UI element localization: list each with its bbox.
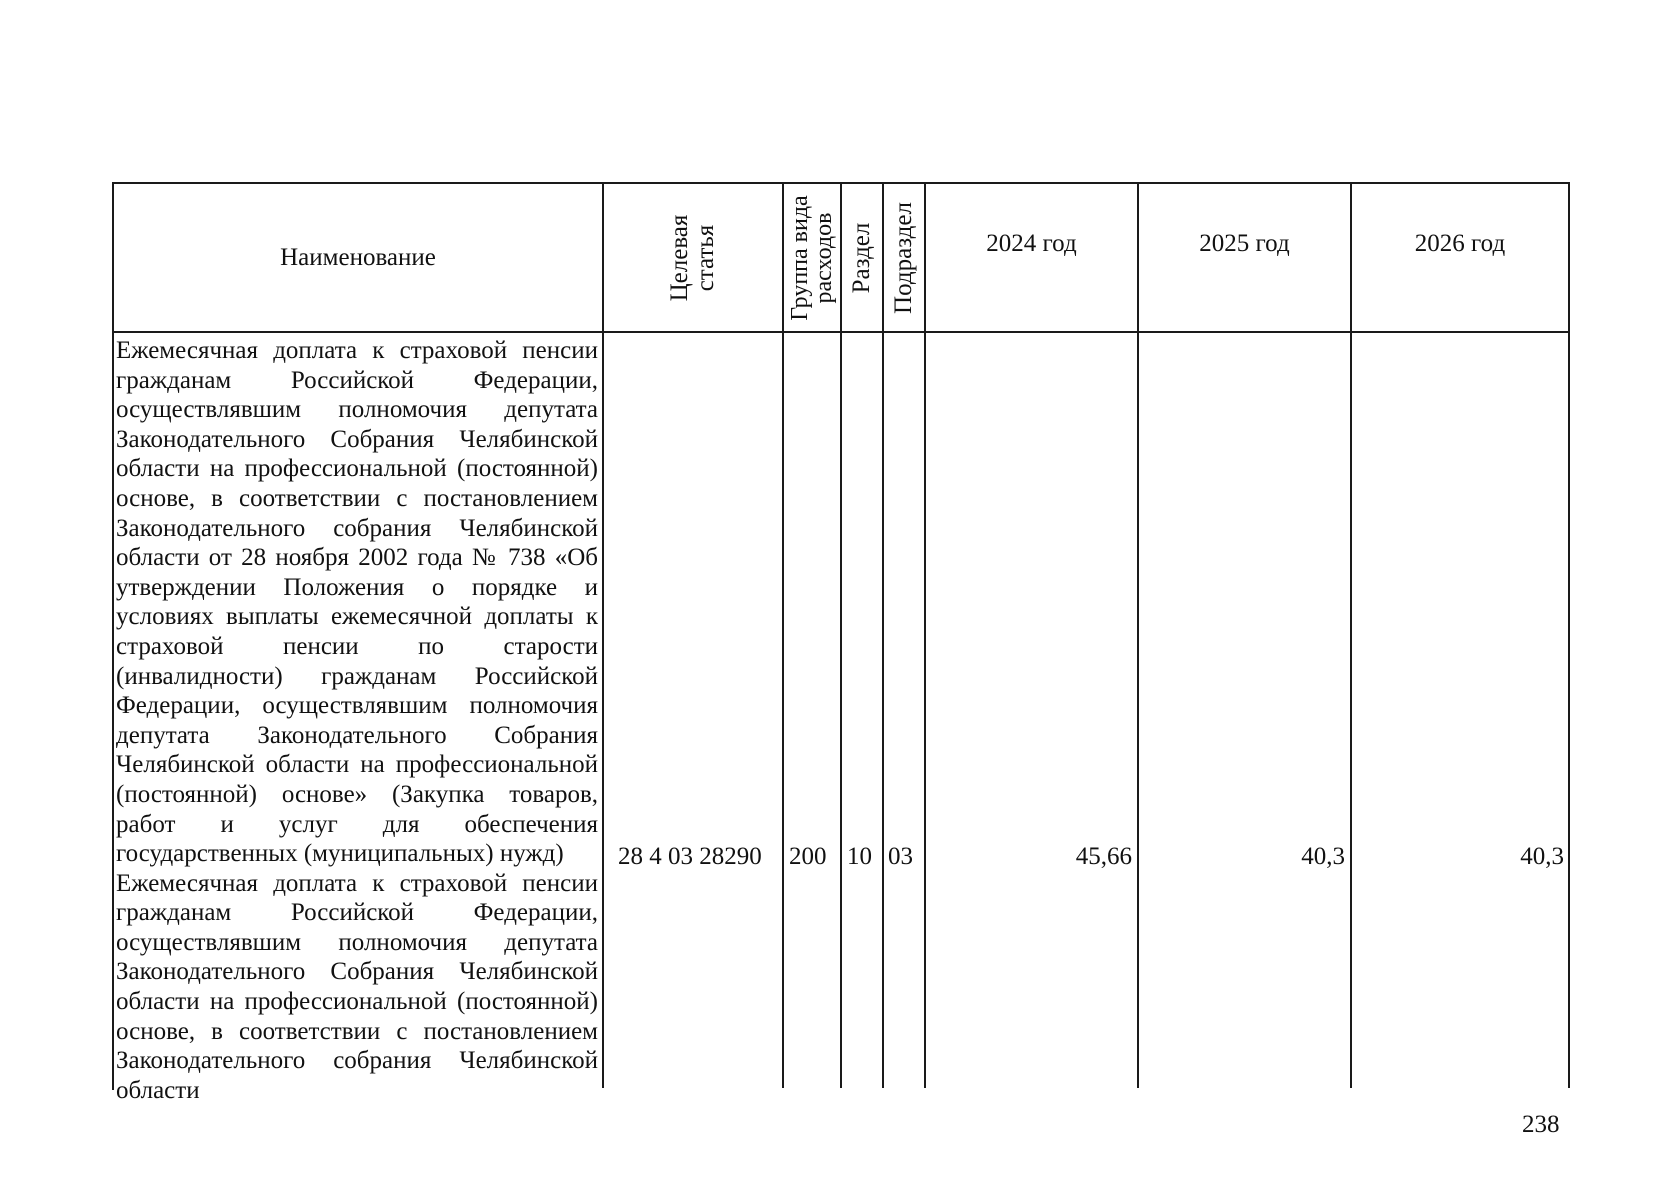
header-subsection-label: Подраздел bbox=[890, 201, 917, 314]
column-divider-2025 bbox=[1350, 182, 1352, 1088]
row-target-article: 28 4 03 28290 bbox=[618, 843, 762, 870]
row-expense-group: 200 bbox=[789, 843, 827, 870]
header-target-article-label: Целевая статья bbox=[666, 214, 719, 301]
header-expense-group-label: Группа вида расходов bbox=[787, 194, 837, 321]
row-value-2025: 40,3 bbox=[1301, 843, 1345, 870]
header-name bbox=[114, 184, 602, 331]
row-section: 10 bbox=[847, 843, 872, 870]
header-expense-group bbox=[784, 184, 840, 331]
header-target-article bbox=[604, 184, 782, 331]
row-value-2024: 45,66 bbox=[1075, 843, 1132, 870]
row-subsection: 03 bbox=[888, 843, 913, 870]
row-description-paragraph-2: Ежемесячная доплата к страховой пенсии гражданам Российской Федерации, осуществлявшим полномочия депутата Законодательного Собрания Челябинской области на профессиональной (постоянной) основе, в соответствии с постановлением Законодательного собрания Челябинской области bbox=[116, 869, 598, 1104]
header-2025-label: 2025 год bbox=[1199, 230, 1290, 257]
header-2024 bbox=[926, 184, 1137, 304]
header-section bbox=[842, 184, 882, 331]
row-description-paragraph-1: Ежемесячная доплата к страховой пенсии гражданам Российской Федерации, осуществлявшим полномочия депутата Законодательного Собрания Челябинской области на профессиональной (постоянной) основе, в соответствии с постановлением Законодательного собрания Челябинской области от 28 ноября 2002 года № 738 «Об утверждении Положения о порядке и условиях выплаты ежемесячной доплаты к страховой пенсии по старости (инвалидности) гражданам Российской Федерации, осуществлявшим полномочия депутата Законодательного Собрания Челябинской области на профессиональной (постоянной) основе» (Закупка товаров, работ и услуг для обеспечения государственных (муниципальных) нужд) bbox=[116, 337, 598, 868]
page-number: 238 bbox=[1522, 1111, 1560, 1138]
header-2026-label: 2026 год bbox=[1414, 230, 1506, 257]
column-divider-subsection bbox=[924, 182, 926, 1088]
header-2026 bbox=[1352, 184, 1568, 304]
row-value-2026: 40,3 bbox=[1520, 843, 1564, 870]
header-2024-label: 2024 год bbox=[986, 230, 1077, 257]
header-name-label: Наименование bbox=[280, 243, 436, 271]
header-2025 bbox=[1139, 184, 1350, 304]
header-section-label: Раздел bbox=[848, 222, 875, 293]
column-divider-2024 bbox=[1137, 182, 1139, 1088]
header-subsection bbox=[884, 184, 924, 331]
table-right-border bbox=[1568, 182, 1570, 1088]
row-description bbox=[116, 336, 598, 1105]
